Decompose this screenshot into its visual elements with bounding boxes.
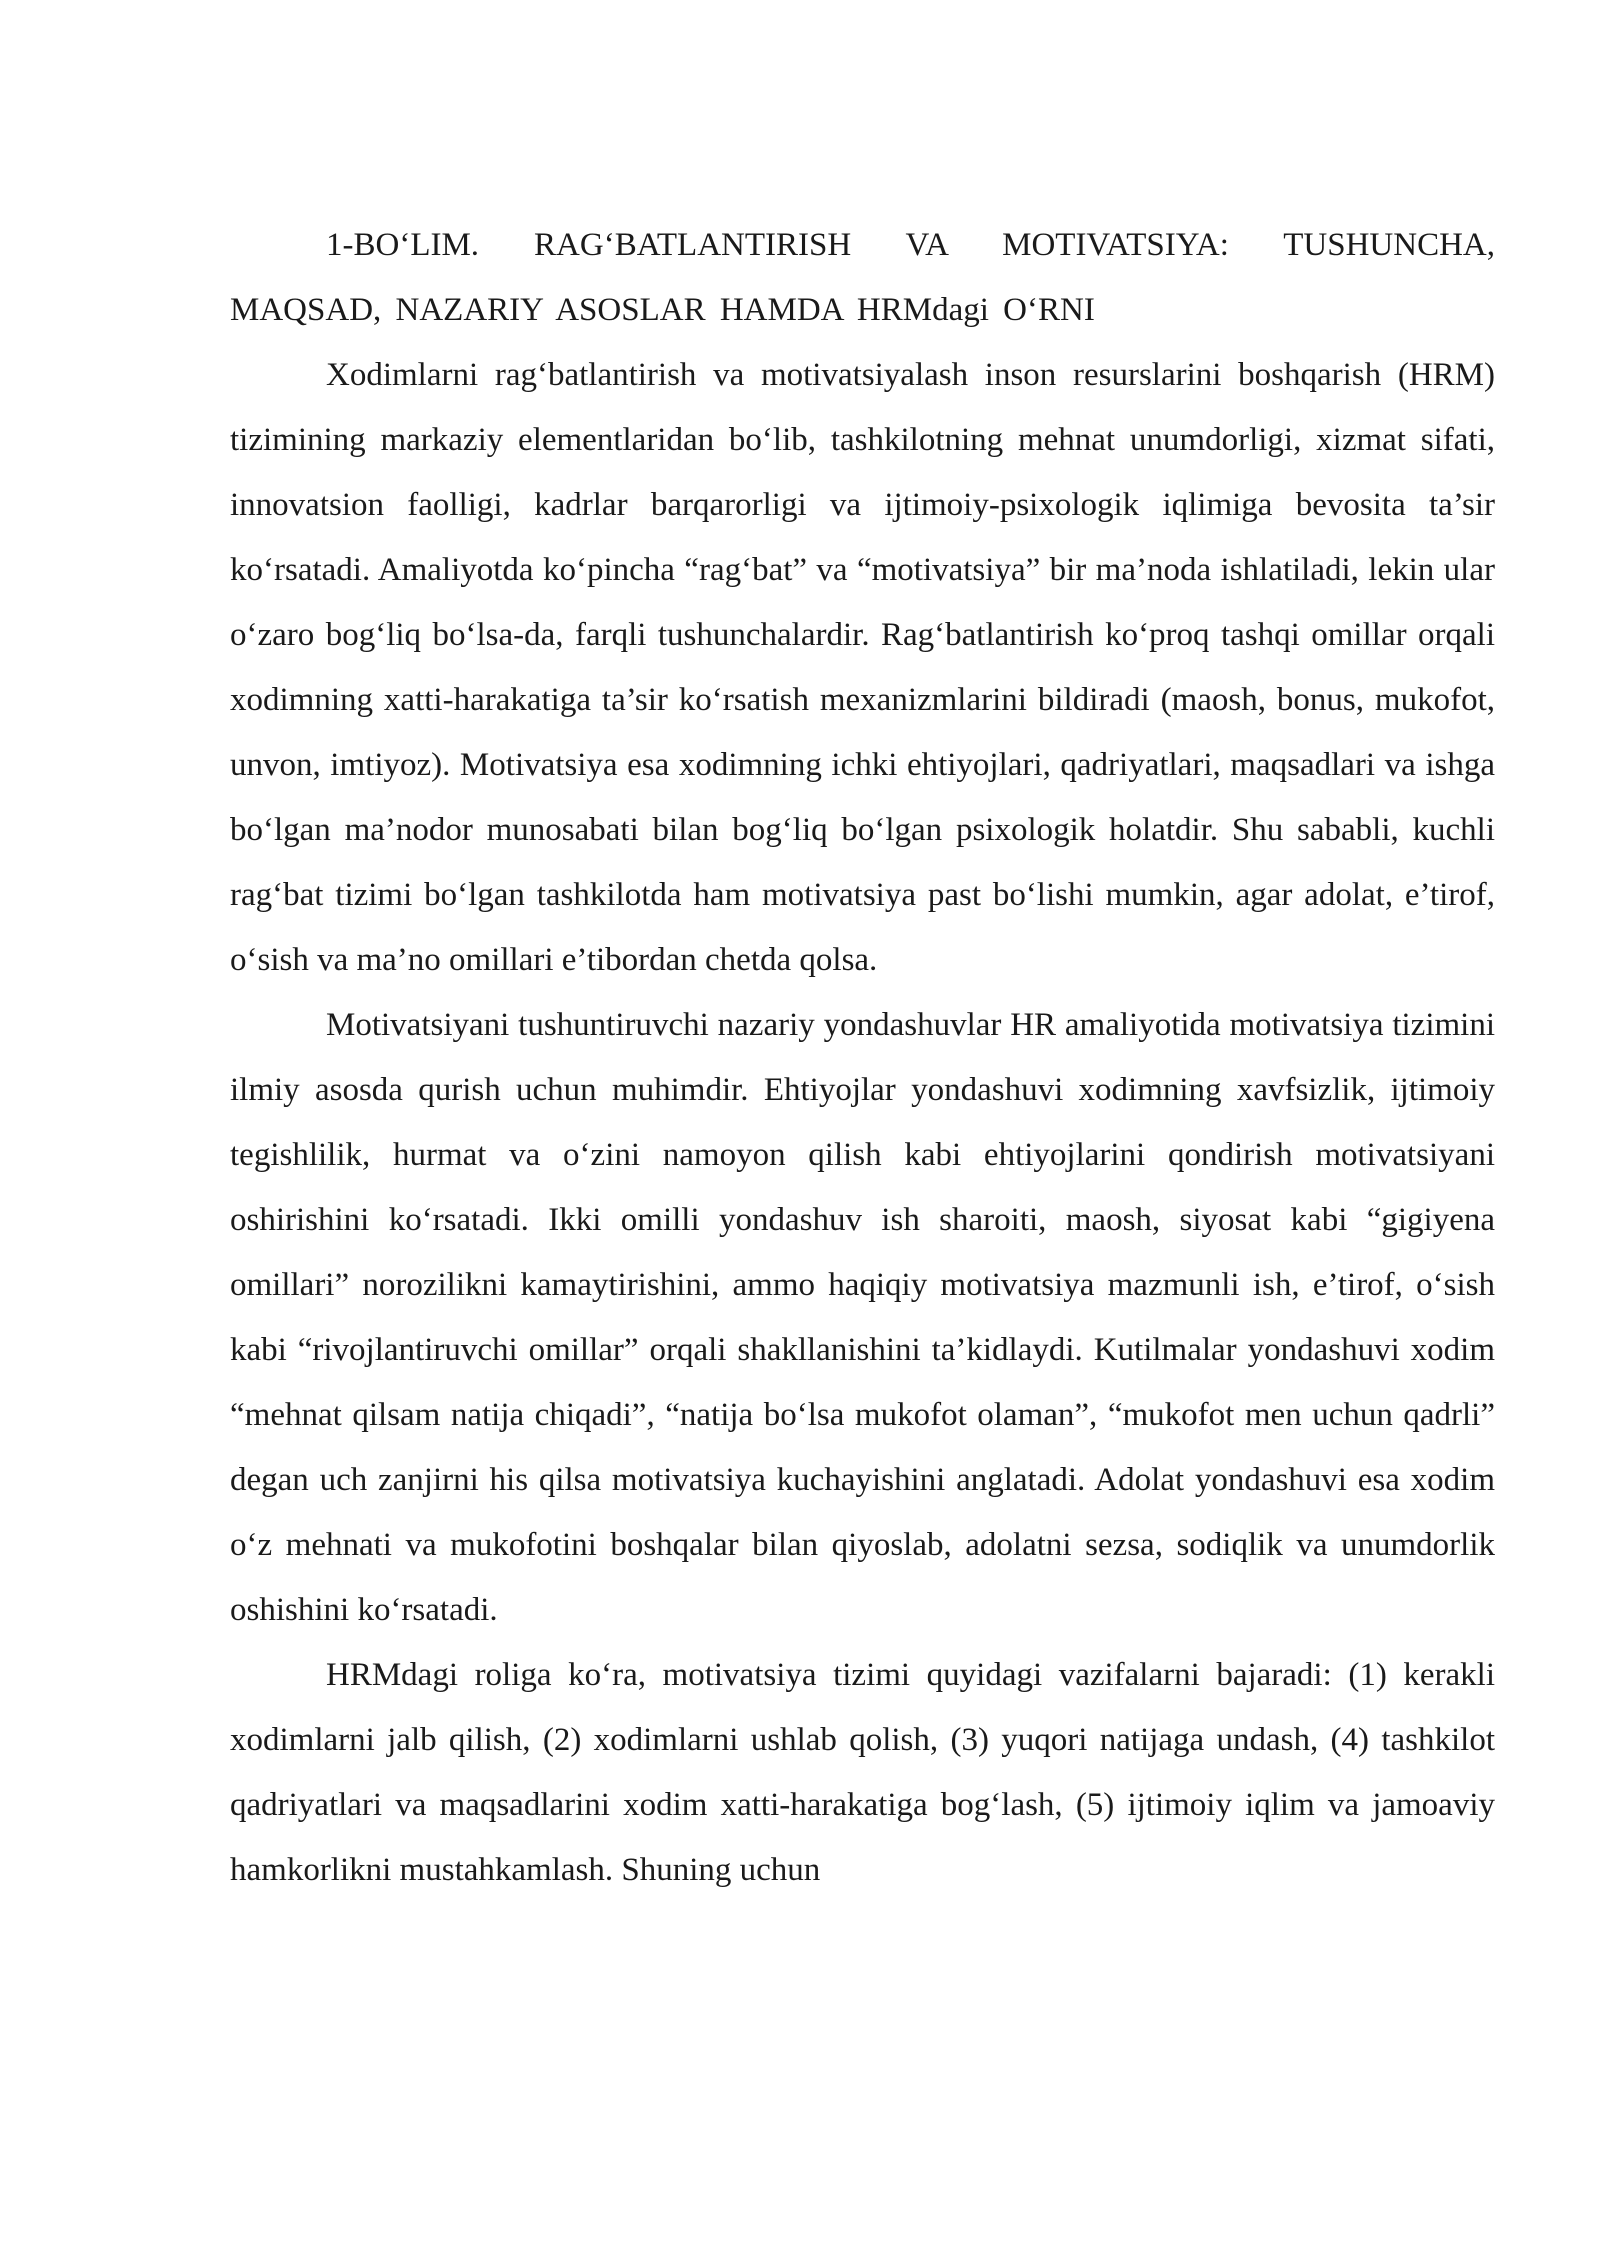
paragraph-theories: Motivatsiyani tushuntiruvchi nazariy yondashuvlar HR amaliyotida motivatsiya tizimini ilmiy asosda qurish uchun muhimdir. Ehtiyojlar yondashuvi xodimning xavfsizlik, ijtimoiy tegishlilik, hurmat va o‘zini namoyon qilish kabi ehtiyojlarini qondirish motivatsiyani oshirishini ko‘rsatadi. Ikki omilli yondashuv ish sharoiti, maosh, siyosat kabi “gigiyena omillari” norozilikni kamaytirishini, ammo haqiqiy motivatsiya mazmunli ish, e’tirof, o‘sish kabi “rivojlantiruvchi omillar” orqali shakllanishini ta’kidlaydi. Kutilmalar yondashuvi xodim “mehnat qilsam natija chiqadi”, “natija bo‘lsa mukofot olaman”, “mukofot men uchun qadrli” degan uch zanjirni his qilsa motivatsiya kuchayishini anglatadi. Adolat yondashuvi esa xodim o‘z mehnati va mukofotini boshqalar bilan qiyoslab, adolatni sezsa, sodiqlik va unumdorlik oshishini ko‘rsatadi. [230, 1007, 1495, 1628]
paragraph-intro: Xodimlarni rag‘batlantirish va motivatsiyalash inson resurslarini boshqarish (HRM) tizimining markaziy elementlaridan bo‘lib, tashkilotning mehnat unumdorligi, xizmat sifati, innovatsion faolligi, kadrlar barqarorligi va ijtimoiy-psixologik iqlimiga bevosita ta’sir ko‘rsatadi. Amaliyotda ko‘pincha “rag‘bat” va “motivatsiya” bir ma’noda ishlatiladi, lekin ular o‘zaro bog‘liq bo‘lsa-da, farqli tushunchalardir. Rag‘batlantirish ko‘proq tashqi omillar orqali xodimning xatti-harakatiga ta’sir ko‘rsatish mexanizmlarini bildiradi (maosh, bonus, mukofot, unvon, imtiyoz). Motivatsiya esa xodimning ichki ehtiyojlari, qadriyatlari, maqsadlari va ishga bo‘lgan ma’nodor munosabati bilan bog‘liq bo‘lgan psixologik holatdir. Shu sababli, kuchli rag‘bat tizimi bo‘lgan tashkilotda ham motivatsiya past bo‘lishi mumkin, agar adolat, e’tirof, o‘sish va ma’no omillari e’tibordan chetda qolsa. [230, 357, 1495, 978]
paragraph-hrm-role: HRMdagi roliga ko‘ra, motivatsiya tizimi quyidagi vazifalarni bajaradi: (1) kerakli xodimlarni jalb qilish, (2) xodimlarni ushlab qolish, (3) yuqori natijaga undash, (4) tashkilot qadriyatlari va maqsadlarini xodim xatti-harakatiga bog‘lash, (5) ijtimoiy iqlim va jamoaviy hamkorlikni mustahkamlash. Shuning uchun [230, 1657, 1495, 1888]
document-body [230, 213, 1495, 1903]
section-heading: 1-BO‘LIM. RAG‘BATLANTIRISH VA MOTIVATSIYA: TUSHUNCHA, MAQSAD, NAZARIY ASOSLAR HAMDA HRMdagi O‘RNI [230, 227, 1495, 328]
